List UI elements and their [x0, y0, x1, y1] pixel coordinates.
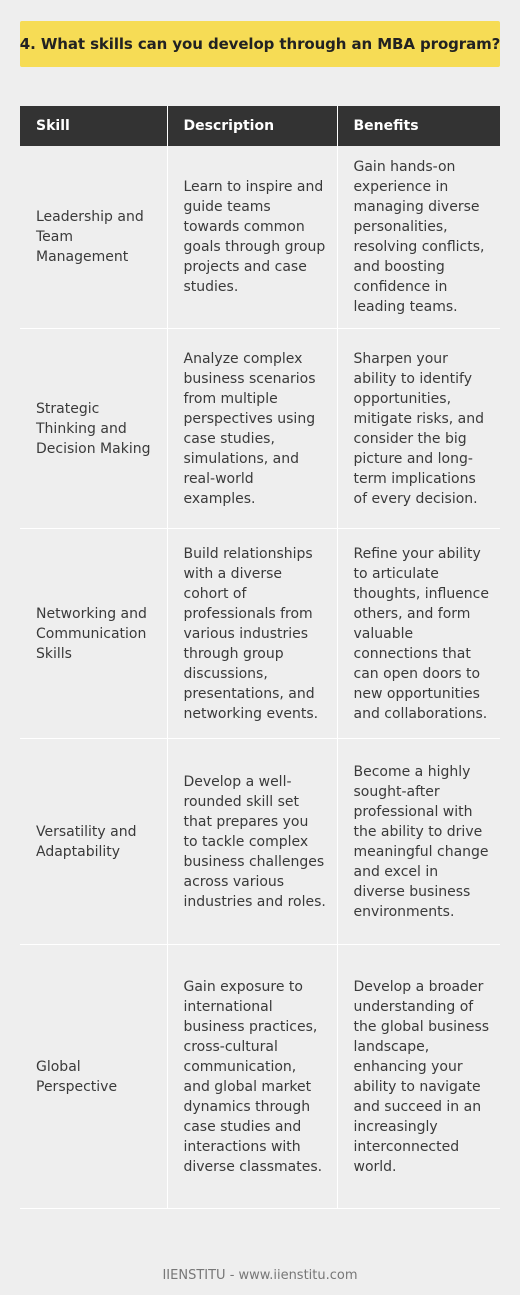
table-row	[20, 329, 500, 529]
header-description: Description	[167, 106, 337, 146]
description-cell: Gain exposure to international business practices, cross-cultural communication, and global market dynamics through case studies and interactions with diverse classmates.	[167, 945, 337, 1209]
benefits-cell: Develop a broader understanding of the global business landscape, enhancing your ability to navigate and succeed in an increasingly interconnected world.	[337, 945, 500, 1209]
title-banner	[20, 21, 500, 67]
description-cell: Learn to inspire and guide teams towards common goals through group projects and case studies.	[167, 146, 337, 329]
skill-cell: Networking and Communication Skills	[20, 529, 167, 739]
table-header-row	[20, 106, 500, 146]
benefits-cell: Gain hands-on experience in managing diverse personalities, resolving conflicts, and boosting confidence in leading teams.	[337, 146, 500, 329]
benefits-cell: Become a highly sought-after professional with the ability to drive meaningful change and excel in diverse business environments.	[337, 739, 500, 945]
skill-cell: Strategic Thinking and Decision Making	[20, 329, 167, 529]
table-row	[20, 529, 500, 739]
page-title: 4. What skills can you develop through an MBA program?	[19, 35, 501, 53]
table-row	[20, 739, 500, 945]
skill-cell: Versatility and Adaptability	[20, 739, 167, 945]
table-row	[20, 146, 500, 329]
benefits-cell: Sharpen your ability to identify opportunities, mitigate risks, and consider the big picture and long-term implications of every decision.	[337, 329, 500, 529]
skills-table-container	[20, 106, 500, 1209]
description-cell: Develop a well-rounded skill set that prepares you to tackle complex business challenges across various industries and roles.	[167, 739, 337, 945]
description-cell: Build relationships with a diverse cohort of professionals from various industries through group discussions, presentations, and networking events.	[167, 529, 337, 739]
header-skill: Skill	[20, 106, 167, 146]
description-cell: Analyze complex business scenarios from multiple perspectives using case studies, simulations, and real-world examples.	[167, 329, 337, 529]
skill-cell: Leadership and Team Management	[20, 146, 167, 329]
footer-credit: IIENSTITU - www.iienstitu.com	[162, 1268, 358, 1283]
header-benefits: Benefits	[337, 106, 500, 146]
skills-table	[20, 106, 500, 1209]
skill-cell: Global Perspective	[20, 945, 167, 1209]
benefits-cell: Refine your ability to articulate thoughts, influence others, and form valuable connections that can open doors to new opportunities and collaborations.	[337, 529, 500, 739]
table-row	[20, 945, 500, 1209]
